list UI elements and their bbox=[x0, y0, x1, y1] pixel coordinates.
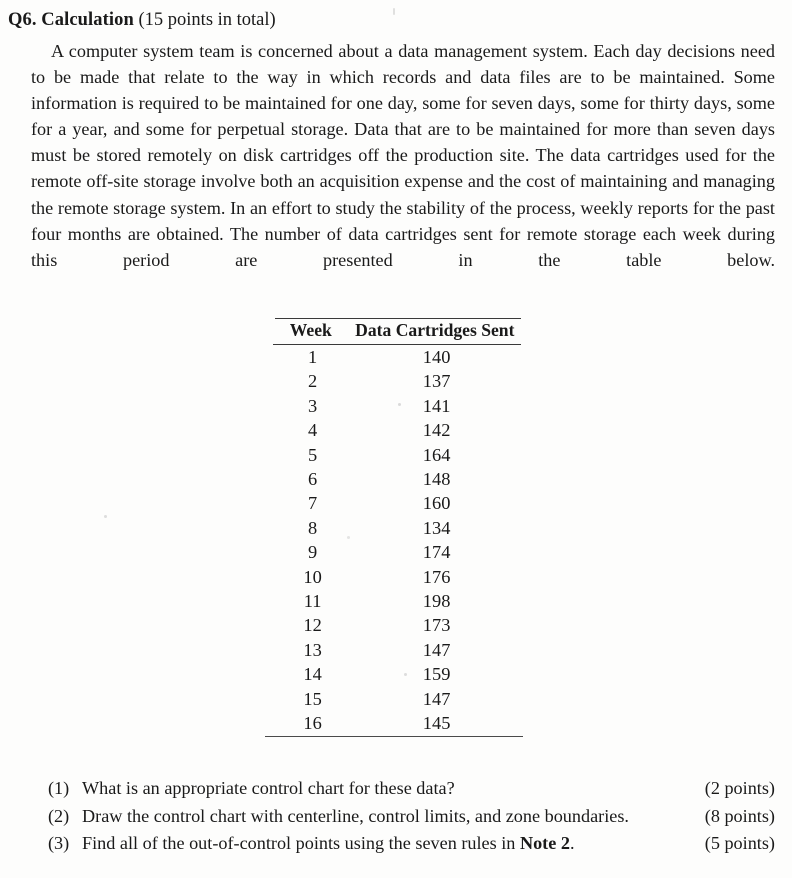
table-row bbox=[265, 589, 523, 613]
question-text-emphasis: Note 2 bbox=[519, 833, 570, 853]
question-item bbox=[48, 775, 775, 803]
table-row bbox=[265, 613, 523, 637]
table-row bbox=[265, 687, 523, 711]
column-header-cartridges: Data Cartridges Sent bbox=[355, 320, 515, 340]
cell-week: 3 bbox=[307, 395, 318, 416]
cell-week: 4 bbox=[307, 420, 318, 441]
question-label: Q6. Calculation bbox=[8, 10, 134, 30]
scan-speck bbox=[393, 8, 395, 15]
cell-cartridges-sent: 145 bbox=[422, 713, 451, 734]
question-points: (8 points) bbox=[704, 805, 775, 826]
cell-cartridges-sent: 148 bbox=[422, 469, 451, 490]
cell-week: 5 bbox=[307, 444, 318, 465]
question-item bbox=[48, 803, 775, 831]
cell-week: 10 bbox=[303, 566, 322, 587]
question-points: (2 points) bbox=[704, 778, 775, 798]
table-row bbox=[265, 491, 523, 515]
cell-cartridges-sent: 147 bbox=[422, 639, 451, 660]
cell-week: 13 bbox=[303, 639, 322, 660]
cell-cartridges-sent: 141 bbox=[422, 395, 451, 416]
question-text: Draw the control chart with centerline, control limits, and zone boundaries. bbox=[82, 805, 629, 826]
problem-statement: A computer system team is concerned about a data management system. Each day decisions need to be made that relate to the way in which records and data files are to be maintained. Some information is required to be maintained for one day, some for seven days, some for thirty days, some for a year, and some for perpetual storage. Data that are to be maintained for more than seven days must be stored remotely on disk cartridges off the production site. The data cartridges used for the remote off-site storage involve both an acquisition expense and the cost of maintaining and managing the remote storage system. In an effort to study the stability of the process, weekly reports for the past four months are obtained. The number of data cartridges sent for remote storage each week during this period are presented in the table below. bbox=[31, 41, 775, 270]
cell-week: 9 bbox=[307, 542, 318, 563]
table-row bbox=[265, 540, 523, 564]
question-list bbox=[48, 775, 775, 858]
question-points-total: (15 points in total) bbox=[133, 10, 276, 30]
cell-cartridges-sent: 160 bbox=[422, 493, 451, 514]
cell-cartridges-sent: 198 bbox=[422, 591, 451, 612]
cell-cartridges-sent: 159 bbox=[422, 664, 451, 685]
cell-week: 11 bbox=[303, 591, 322, 612]
cell-week: 6 bbox=[307, 469, 318, 490]
cell-week: 1 bbox=[307, 347, 318, 367]
question-number: (2) bbox=[48, 805, 70, 826]
table-row bbox=[265, 638, 523, 662]
cell-cartridges-sent: 134 bbox=[422, 517, 451, 538]
table-row bbox=[265, 467, 523, 491]
table-row bbox=[265, 418, 523, 442]
question-points: (5 points) bbox=[704, 833, 775, 853]
question-text: What is an appropriate control chart for these data? bbox=[82, 778, 455, 798]
cell-week: 12 bbox=[303, 615, 322, 636]
question-item bbox=[48, 830, 775, 858]
cell-cartridges-sent: 142 bbox=[422, 420, 451, 441]
cell-week: 7 bbox=[307, 493, 318, 514]
table-row bbox=[265, 369, 523, 393]
question-number: (3) bbox=[48, 833, 70, 853]
cell-cartridges-sent: 173 bbox=[422, 615, 451, 636]
column-header-week: Week bbox=[289, 320, 332, 340]
table-row bbox=[265, 443, 523, 467]
question-text: Find all of the out-of-control points using the seven rules in Note 2. bbox=[82, 833, 575, 853]
cell-cartridges-sent: 174 bbox=[422, 542, 451, 563]
data-cartridges-table bbox=[265, 318, 523, 737]
cell-week: 14 bbox=[303, 664, 322, 685]
cell-cartridges-sent: 140 bbox=[422, 347, 451, 367]
table-row bbox=[265, 516, 523, 540]
cell-cartridges-sent: 164 bbox=[422, 444, 451, 465]
table-body bbox=[265, 345, 523, 736]
question-number: (1) bbox=[48, 778, 70, 798]
cell-week: 16 bbox=[303, 713, 322, 734]
table-bottom-rule bbox=[265, 736, 523, 737]
cell-cartridges-sent: 137 bbox=[422, 371, 451, 392]
cell-week: 8 bbox=[307, 517, 318, 538]
table-row bbox=[265, 565, 523, 589]
cell-cartridges-sent: 176 bbox=[422, 566, 451, 587]
table-row bbox=[265, 662, 523, 686]
scan-speck bbox=[104, 515, 107, 518]
page-title bbox=[8, 8, 276, 32]
table-row bbox=[265, 394, 523, 418]
cell-cartridges-sent: 147 bbox=[422, 688, 451, 709]
table-row bbox=[265, 711, 523, 735]
table-row bbox=[265, 345, 523, 369]
cell-week: 2 bbox=[307, 371, 318, 392]
cell-week: 15 bbox=[303, 688, 322, 709]
